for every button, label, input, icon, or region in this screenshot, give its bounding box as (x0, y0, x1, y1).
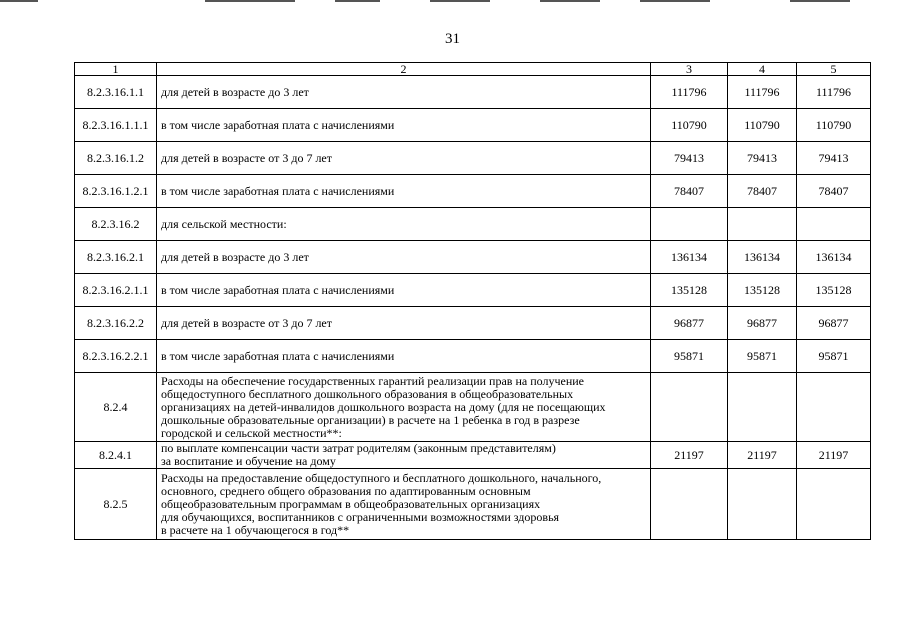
row-description (157, 469, 651, 540)
value-col-4 (728, 469, 797, 540)
value-col-5: 136134 (797, 241, 871, 274)
table-row (75, 175, 871, 208)
row-code: 8.2.4 (75, 373, 157, 442)
value-col-4 (728, 208, 797, 241)
row-code: 8.2.3.16.2.1.1 (75, 274, 157, 307)
description-line: в том числе заработная плата с начислениями (161, 348, 395, 363)
description-line: по выплате компенсации части затрат родителям (законным представителям) (161, 441, 556, 455)
row-code: 8.2.4.1 (75, 442, 157, 469)
value-col-4 (728, 373, 797, 442)
value-col-3 (651, 469, 728, 540)
description-line: Расходы на обеспечение государственных гарантий реализации прав на получение (161, 373, 584, 388)
table-row (75, 442, 871, 469)
row-description (157, 340, 651, 373)
table-row (75, 241, 871, 274)
value-col-3 (651, 208, 728, 241)
value-col-4: 136134 (728, 241, 797, 274)
description-line: в том числе заработная плата с начислениями (161, 117, 395, 132)
row-code: 8.2.3.16.2.1 (75, 241, 157, 274)
row-code: 8.2.3.16.2 (75, 208, 157, 241)
table-row (75, 373, 871, 442)
description-line: общеобразовательным программам в общеобразовательных организациях (161, 496, 541, 511)
value-col-3: 96877 (651, 307, 728, 340)
value-col-4: 110790 (728, 109, 797, 142)
row-description (157, 109, 651, 142)
description-line: для детей в возрасте от 3 до 7 лет (161, 150, 332, 165)
table-row (75, 208, 871, 241)
description-line: городской и сельской местности**: (161, 425, 342, 440)
value-col-4: 135128 (728, 274, 797, 307)
description-line: в том числе заработная плата с начислениями (161, 183, 395, 198)
row-code: 8.2.3.16.2.2.1 (75, 340, 157, 373)
scan-edge-marks (0, 0, 905, 4)
description-line: общедоступного бесплатного дошкольного образования в общеобразовательных (161, 386, 574, 401)
value-col-3: 135128 (651, 274, 728, 307)
value-col-3: 110790 (651, 109, 728, 142)
value-col-5: 79413 (797, 142, 871, 175)
row-code: 8.2.3.16.1.1 (75, 76, 157, 109)
value-col-4: 95871 (728, 340, 797, 373)
description-line: дошкольные образовательные организации) в расчете на 1 ребенка в год в разрезе (161, 412, 580, 427)
description-line: для детей в возрасте до 3 лет (161, 84, 309, 99)
value-col-3 (651, 373, 728, 442)
value-col-4: 21197 (728, 442, 797, 469)
value-col-3: 79413 (651, 142, 728, 175)
table-row (75, 469, 871, 540)
description-line: основного, среднего общего образования по адаптированным основным (161, 483, 531, 498)
table-row (75, 274, 871, 307)
row-code: 8.2.3.16.1.1.1 (75, 109, 157, 142)
row-description (157, 175, 651, 208)
row-code: 8.2.3.16.1.2.1 (75, 175, 157, 208)
description-line: для детей в возрасте до 3 лет (161, 249, 309, 264)
column-header: 3 (651, 63, 728, 76)
column-header: 1 (75, 63, 157, 76)
description-line: в расчете на 1 обучающегося в год** (161, 522, 350, 537)
value-col-3: 78407 (651, 175, 728, 208)
table-row (75, 307, 871, 340)
value-col-4: 111796 (728, 76, 797, 109)
row-code: 8.2.3.16.1.2 (75, 142, 157, 175)
value-col-4: 96877 (728, 307, 797, 340)
column-header: 4 (728, 63, 797, 76)
value-col-4: 79413 (728, 142, 797, 175)
row-description (157, 208, 651, 241)
value-col-5 (797, 208, 871, 241)
value-col-5 (797, 373, 871, 442)
value-col-5: 135128 (797, 274, 871, 307)
value-col-5: 95871 (797, 340, 871, 373)
value-col-3: 21197 (651, 442, 728, 469)
table-row (75, 142, 871, 175)
value-col-5: 96877 (797, 307, 871, 340)
column-header: 5 (797, 63, 871, 76)
description-line: для детей в возрасте от 3 до 7 лет (161, 315, 332, 330)
table-row (75, 76, 871, 109)
description-line: для обучающихся, воспитанников с ограниченными возможностями здоровья (161, 509, 560, 524)
table-row (75, 340, 871, 373)
row-description (157, 241, 651, 274)
table-row (75, 109, 871, 142)
row-description (157, 76, 651, 109)
description-line: за воспитание и обучение на дому (161, 454, 336, 468)
value-col-5: 21197 (797, 442, 871, 469)
row-description (157, 274, 651, 307)
row-description (157, 442, 651, 469)
description-line: в том числе заработная плата с начислениями (161, 282, 395, 297)
budget-table (74, 62, 871, 540)
value-col-3: 95871 (651, 340, 728, 373)
page-number: 31 (445, 31, 460, 47)
description-line: организациях на детей-инвалидов дошкольного возраста на дому (для не посещающих (161, 399, 606, 414)
value-col-5: 78407 (797, 175, 871, 208)
value-col-5: 110790 (797, 109, 871, 142)
description-line: Расходы на предоставление общедоступного и бесплатного дошкольного, начального, (161, 470, 602, 485)
column-header: 2 (157, 63, 651, 76)
table-body (75, 63, 871, 540)
description-line: для сельской местности: (161, 216, 287, 231)
row-description (157, 142, 651, 175)
column-number-row (75, 63, 871, 76)
row-description (157, 373, 651, 442)
value-col-3: 111796 (651, 76, 728, 109)
row-code: 8.2.3.16.2.2 (75, 307, 157, 340)
value-col-4: 78407 (728, 175, 797, 208)
value-col-5 (797, 469, 871, 540)
row-code: 8.2.5 (75, 469, 157, 540)
value-col-5: 111796 (797, 76, 871, 109)
row-description (157, 307, 651, 340)
value-col-3: 136134 (651, 241, 728, 274)
